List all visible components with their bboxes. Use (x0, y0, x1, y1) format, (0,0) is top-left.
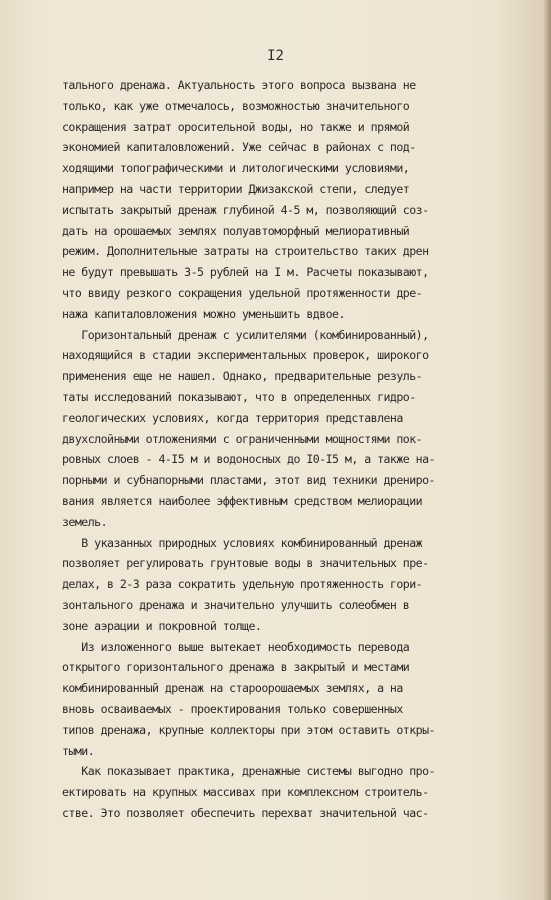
text-line: открытого горизонтального дренажа в закрытый и местами (62, 660, 410, 675)
page-number: I2 (267, 48, 284, 64)
text-line: вновь осваиваемых - проектирования только совершенных (62, 701, 403, 716)
text-line: экономией капиталовложений. Уже сейчас в районах с под- (62, 140, 416, 155)
page-edge-shadow (543, 0, 551, 900)
text-line: ровных слоев - 4-I5 м и водоносных до I0-I5 м, а также на- (62, 452, 435, 467)
text-line: испытать закрытый дренаж глубиной 4-5 м, позволяющий соз- (62, 202, 429, 217)
text-line: Горизонтальный дренаж с усилителями (комбинированный), (62, 327, 429, 342)
text-line: двухслойными отложениями с ограниченными мощностями пок- (62, 431, 423, 446)
text-line: находящийся в стадии экспериментальных проверок, широкого (62, 348, 429, 363)
text-line: нажа капиталовложения можно уменьшить вдвое. (62, 306, 345, 321)
text-line: стве. Это позволяет обеспечить перехват значительной час- (62, 805, 429, 820)
text-line: дать на орошаемых землях полуавтоморфный мелиоративный (62, 223, 410, 238)
text-line: позволяет регулировать грунтовые воды в значительных пре- (62, 556, 429, 571)
text-line: зонтального дренажа и значительно улучшить солеобмен в (62, 597, 410, 612)
text-line: что ввиду резкого сокращения удельной протяженности дре- (62, 285, 423, 300)
text-line: ходящими топографическими и литологическими условиями, (62, 161, 410, 176)
text-line: например на части территории Джизакской степи, следует (62, 181, 410, 196)
body-text (62, 75, 547, 824)
text-line: применения еще не нашел. Однако, предварительные резуль- (62, 369, 423, 384)
text-line: делах, в 2-3 раза сократить удельную протяженность гори- (62, 577, 423, 592)
text-line: ектировать на крупных массивах при комплексном строитель- (62, 785, 429, 800)
text-line: В указанных природных условиях комбинированный дренаж (62, 535, 423, 550)
text-line: Как показывает практика, дренажные системы выгодно про- (62, 764, 435, 779)
text-line: не будут превышать 3-5 рублей на I м. Расчеты показывают, (62, 265, 429, 280)
text-line: таты исследований показывают, что в определенных гидро- (62, 389, 416, 404)
text-line: комбинированный дренаж на староорошаемых землях, а на (62, 681, 403, 696)
text-line: только, как уже отмечалось, возможностью значительного (62, 98, 410, 113)
text-line: порными и субнапорными пластами, этот вид техники дрениро- (62, 473, 435, 488)
text-line: типов дренажа, крупные коллекторы при этом оставить откры- (62, 722, 435, 737)
text-line: геологических условиях, когда территория представлена (62, 410, 403, 425)
text-line: тыми. (62, 743, 95, 758)
text-line: Из изложенного выше вытекает необходимость перевода (62, 639, 410, 654)
text-line: вания является наиболее эффективным средством мелиорации (62, 493, 423, 508)
text-line: режим. Дополнительные затраты на строительство таких дрен (62, 244, 429, 259)
text-line: тального дренажа. Актуальность этого вопроса вызвана не (62, 78, 416, 92)
text-line: зоне аэрации и покровной толще. (62, 618, 262, 633)
text-line: сокращения затрат оросительной воды, но также и прямой (62, 119, 410, 134)
text-line: земель. (62, 514, 108, 529)
